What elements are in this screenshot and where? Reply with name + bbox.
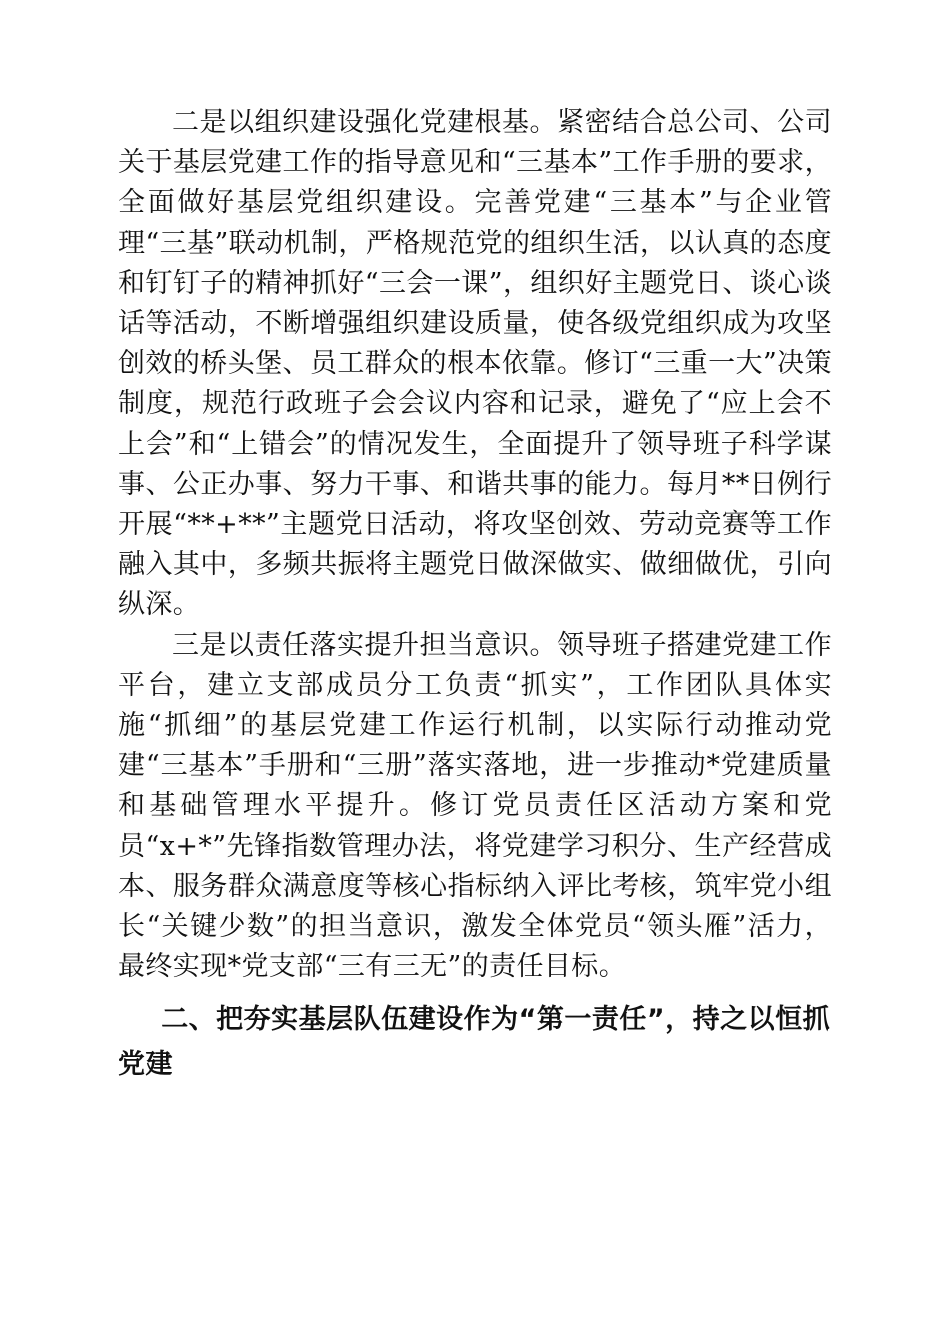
section-heading: 二、把夯实基层队伍建设作为“第一责任”，持之以恒抓党建 <box>118 1004 831 1081</box>
paragraph-organization-building <box>118 103 832 626</box>
paragraph-text: 紧密结合总公司、公司关于基层党建工作的指导意见和“三基本”工作手册的要求，全面做好基层党组织建设。完善党建“三基本”与企业管理“三基”联动机制，严格规范党的组织生活，以认真的态度和钉钉子的精神抓好“三会一课”，组织好主题党日、谈心谈话等活动，不断增强组织建设质量，使各级党组织成为攻坚创效的桥头堡、员工群众的根本依靠。修订“三重一大”决策制度，规范行政班子会会议内容和记录，避免了“应上会不上会”和“上错会”的情况发生，全面提升了领导班子科学谋事、公正办事、努力干事、和谐共事的能力。每月**日例行开展“**+**”主题党日活动，将攻坚创效、劳动竞赛等工作融入其中，多频共振将主题党日做深做实、做细做优，引向纵深。 <box>118 107 832 621</box>
document-body <box>118 103 832 1087</box>
paragraph-lead: 二是以组织建设强化党建根基。 <box>172 107 558 138</box>
paragraph-text: 领导班子搭建党建工作平台，建立支部成员分工负责“抓实”，工作团队具体实施“抓细”的基层党建工作运行机制，以实际行动推动党建“三基本”手册和“三册”落实落地，进一步推动*党建质量和基础管理水平提升。修订党员责任区活动方案和党员“x+*”先锋指数管理办法，将党建学习积分、生产经营成本、服务群众满意度等核心指标纳入评比考核，筑牢党小组长“关键少数”的担当意识，激发全体党员“领头雁”活力，最终实现*党支部“三有三无”的责任目标。 <box>118 629 832 983</box>
paragraph-lead: 三是以责任落实提升担当意识。 <box>172 629 558 661</box>
paragraph-responsibility <box>118 626 832 988</box>
